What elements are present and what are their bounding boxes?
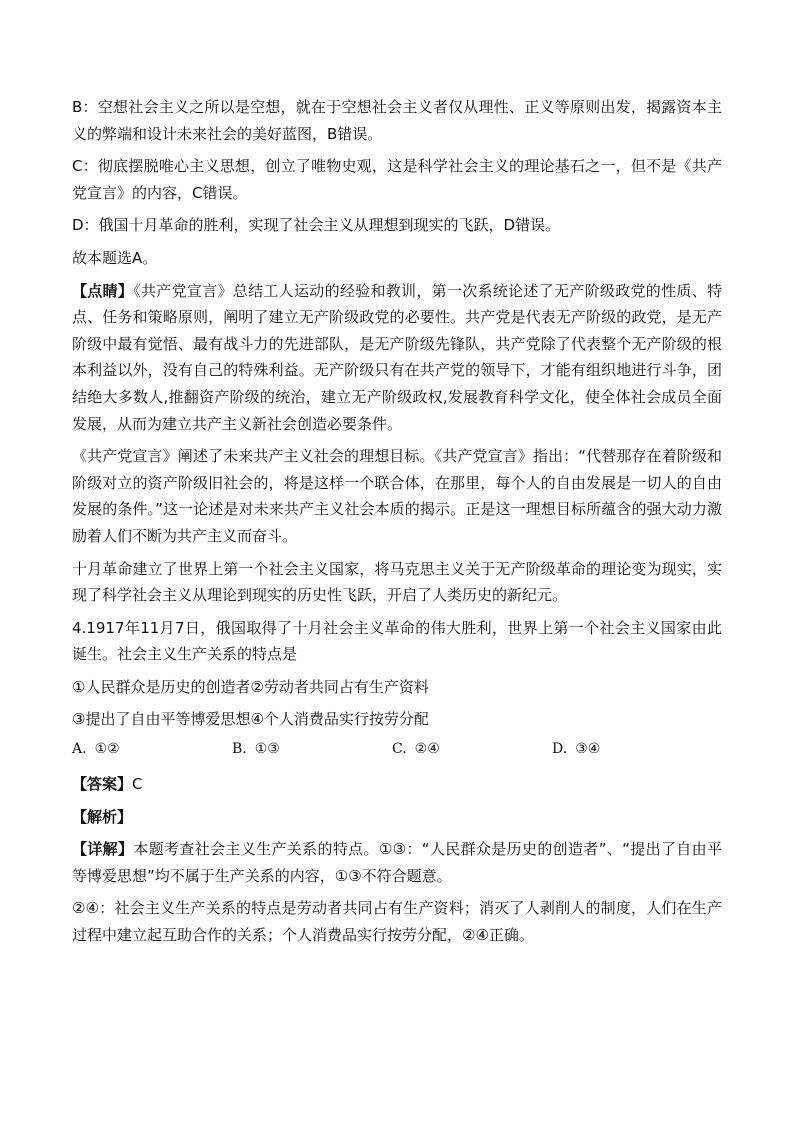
explanation-option-b: B：空想社会主义之所以是空想，就在于空想社会主义者仅从理性、正义等原则出发，揭露资本主义的弊端和设计未来社会的美好蓝图，B错误。 [72, 98, 722, 143]
answer-line [72, 771, 722, 798]
option-d-text: ③④ [575, 741, 601, 758]
option-b-text: ①③ [254, 741, 280, 758]
dianjing-paragraph-2: 《共产党宣言》阐述了未来共产主义社会的理想目标。《共产党宣言》指出：“代替那存在着阶级和阶级对立的资产阶级旧社会的，将是这样一个联合体，在那里，每个人的自由发展是一切人的自由发展的条件。”这一论述是对未来共产主义社会本质的揭示。正是这一理想目标所蕴含的强大动力激励着人们不断为共产主义而奋斗。 [72, 447, 722, 545]
question-4-options [72, 733, 722, 765]
option-d-letter: D. [552, 741, 568, 758]
dianjing-paragraph-1 [72, 278, 722, 438]
detail-label: 【详解】 [72, 840, 134, 859]
document-page [72, 94, 722, 949]
option-a-text: ①② [94, 741, 120, 758]
option-b-letter: B. [232, 741, 247, 758]
detail-text-1: 本题考查社会主义生产关系的特点。①③：“人民群众是历史的创造者”、“提出了自由平等博爱思想”均不属于生产关系的内容，①③不符合题意。 [72, 840, 722, 885]
answer-label: 【答案】 [72, 775, 133, 794]
option-c [392, 733, 552, 765]
dianjing-paragraph-3: 十月革命建立了世界上第一个社会主义国家，将马克思主义关于无产阶级革命的理论变为现实，实现了科学社会主义从理论到现实的历史性飞跃，开启了人类历史的新纪元。 [72, 559, 722, 605]
detail-paragraph-1 [72, 836, 722, 889]
explanation-option-c: C：彻底摆脱唯心主义思想，创立了唯物史观，这是科学社会主义的理论基石之一，但不是《共产党宣言》的内容，C错误。 [72, 157, 722, 202]
dianjing-text-1: 《共产党宣言》总结工人运动的经验和教训，第一次系统论述了无产阶级政党的性质、特点、任务和策略原则，阐明了建立无产阶级政党的必要性。共产党是代表无产阶级的政党，是无产阶级中最有觉悟、最有战斗力的先进部队，是无产阶级先锋队，共产党除了代表整个无产阶级的根本利益以外，没有自己的特殊利益。无产阶级只有在共产党的领导下，才能有组织地进行斗争，团结绝大多数人,推翻资产阶级的统治，建立无产阶级政权,发展教育科学文化，使全体社会成员全面发展，从而为建立共产主义新社会创造必要条件。 [72, 281, 722, 433]
question-4-stem: 4.1917年11月7日，俄国取得了十月社会主义革命的伟大胜利，世界上第一个社会主义国家由此诞生。社会主义生产关系的特点是 [72, 618, 722, 664]
question-4-items-line-2: ③提出了自由平等博爱思想④个人消费品实行按劳分配 [72, 710, 429, 729]
analysis-line [72, 804, 722, 831]
dianjing-label: 【点睛】 [72, 281, 134, 300]
explanation-option-d: D：俄国十月革命的胜利，实现了社会主义从理想到现实的飞跃，D错误。 [72, 216, 561, 235]
detail-paragraph-2: ②④：社会主义生产关系的特点是劳动者共同占有生产资料；消灭了人剥削人的制度，人们在生产过程中建立起互助合作的关系；个人消费品实行按劳分配，②④正确。 [72, 899, 722, 945]
option-a-letter: A. [72, 741, 87, 758]
answer-value: C [132, 775, 143, 794]
explanation-conclusion: 故本题选A。 [72, 248, 158, 267]
option-c-text: ②④ [414, 741, 440, 758]
option-b [232, 733, 392, 765]
question-4-items-line-1: ①人民群众是历史的创造者②劳动者共同占有生产资料 [72, 677, 429, 696]
analysis-label: 【解析】 [72, 807, 133, 826]
option-d [552, 733, 712, 765]
option-a [72, 733, 232, 765]
option-c-letter: C. [392, 741, 407, 758]
